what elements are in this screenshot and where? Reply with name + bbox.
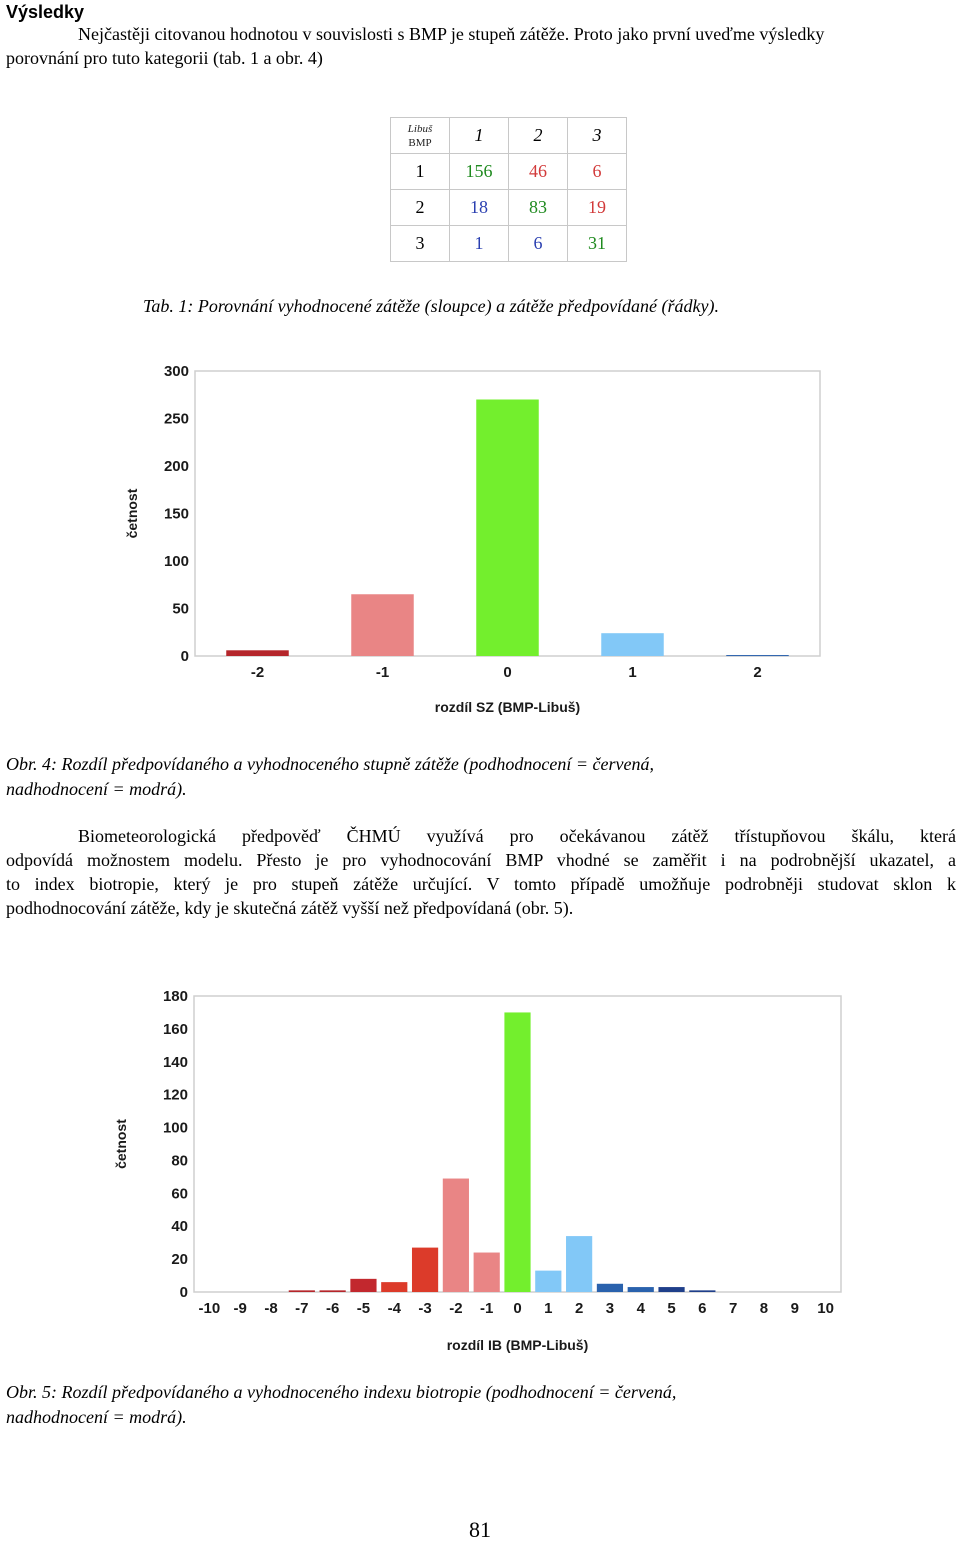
x-tick-label: 8: [759, 1300, 769, 1317]
y-tick-label: 180: [162, 988, 188, 1005]
x-tick-label: 4: [636, 1300, 645, 1317]
bar: [566, 1236, 592, 1292]
corner-top-label: Libuš: [407, 122, 433, 135]
body-line-4: podhodnocování zátěže, kdy je skutečná zátěž vyšší než předpovídaná (obr. 5).: [6, 898, 574, 918]
row-label: 1: [391, 154, 450, 190]
x-tick-label: -1: [375, 664, 390, 681]
x-tick-label: -8: [264, 1300, 278, 1317]
table-cell: 18: [450, 190, 509, 226]
y-tick-label: 140: [162, 1053, 188, 1071]
y-tick-label: 50: [172, 600, 189, 618]
x-axis-label: rozdíl SZ (BMP-Libuš): [434, 699, 581, 715]
y-tick-label: 0: [179, 1284, 188, 1301]
bar: [289, 1290, 315, 1292]
x-tick-label: -4: [387, 1300, 401, 1317]
table-cell: 31: [568, 226, 627, 262]
bar: [597, 1284, 623, 1292]
body-line-1: Biometeorologická předpověď ČHMÚ využívá pro očekávanou zátěž třístupňovou škálu, která: [78, 826, 956, 846]
table-row: [391, 190, 627, 226]
column-header: 3: [568, 118, 627, 154]
y-tick-label: 0: [180, 648, 189, 665]
y-tick-label: 160: [162, 1020, 188, 1038]
y-axis-label: četnost: [124, 488, 140, 539]
table-cell: 156: [450, 154, 509, 190]
chart-biotropy-difference: [100, 978, 860, 1363]
y-axis-label: četnost: [113, 1119, 129, 1169]
x-tick-label: 0: [513, 1300, 522, 1317]
x-tick-label: -1: [480, 1300, 494, 1317]
section-heading: Výsledky: [6, 2, 85, 22]
table-cell: 6: [509, 226, 568, 262]
x-tick-label: -6: [325, 1300, 340, 1317]
figure-4-caption: [6, 752, 654, 802]
y-tick-label: 100: [162, 1119, 188, 1137]
table-row: [391, 226, 627, 262]
x-axis-label: rozdíl IB (BMP-Libuš): [446, 1337, 589, 1353]
fig5-caption-line-1: Obr. 5: Rozdíl předpovídaného a vyhodnoceného indexu biotropie (podhodnocení = červená,: [6, 1382, 677, 1402]
bar: [443, 1179, 469, 1292]
y-tick-label: 20: [171, 1251, 188, 1269]
bar: [726, 655, 789, 656]
x-tick-label: -7: [295, 1300, 309, 1317]
x-tick-label: 1: [628, 664, 637, 681]
bar: [601, 633, 664, 656]
fig4-caption-line-2: nadhodnocení = modrá).: [6, 779, 187, 799]
table-cell: 83: [509, 190, 568, 226]
table-cell: 19: [568, 190, 627, 226]
chart-stress-difference: [100, 355, 840, 725]
table-cell: 6: [568, 154, 627, 190]
x-tick-label: 5: [667, 1300, 676, 1317]
x-tick-label: 6: [698, 1300, 707, 1317]
bar: [535, 1271, 561, 1292]
x-tick-label: 0: [503, 664, 512, 681]
bar: [412, 1248, 438, 1292]
table-caption: Tab. 1: Porovnání vyhodnocené zátěže (sloupce) a zátěže předpovídané (řádky).: [143, 296, 720, 316]
x-tick-label: -2: [250, 664, 265, 681]
y-tick-label: 250: [163, 410, 189, 428]
bar: [689, 1290, 715, 1292]
body-line-3: to index biotropie, který je pro stupeň zátěže určující. V tomto případě umožňuje podrobněji studovat sklon k: [6, 874, 956, 894]
x-tick-label: -3: [418, 1300, 432, 1317]
figure-5-caption: [6, 1380, 676, 1430]
bar: [476, 400, 539, 657]
x-tick-label: 2: [574, 1300, 584, 1317]
y-tick-label: 40: [171, 1218, 188, 1236]
x-tick-label: 7: [728, 1300, 738, 1317]
row-label: 3: [391, 226, 450, 262]
corner-bottom-label: BMP: [408, 136, 432, 149]
bar: [628, 1287, 654, 1292]
x-tick-label: -10: [198, 1300, 221, 1317]
intro-line-2: porovnání pro tuto kategorii (tab. 1 a obr. 4): [6, 48, 323, 68]
bar: [351, 594, 414, 656]
bar: [658, 1287, 684, 1292]
table-cell: 1: [450, 226, 509, 262]
intro-line-1: Nejčastěji citovanou hodnotou v souvislosti s BMP je stupeň zátěže. Proto jako první uveďme výsledky: [78, 24, 825, 44]
fig4-caption-line-1: Obr. 4: Rozdíl předpovídaného a vyhodnoceného stupně zátěže (podhodnocení = červená,: [6, 754, 654, 774]
comparison-table: [390, 117, 627, 262]
page-number: 81: [469, 1517, 491, 1542]
x-tick-label: 10: [817, 1300, 834, 1317]
y-tick-label: 200: [163, 458, 189, 475]
x-tick-label: -2: [449, 1300, 463, 1317]
bar: [320, 1290, 346, 1292]
y-tick-label: 300: [163, 363, 189, 380]
bar: [381, 1282, 407, 1292]
x-tick-label: 3: [605, 1300, 615, 1317]
x-tick-label: -9: [233, 1300, 247, 1317]
intro-paragraph: [6, 22, 956, 70]
row-label: 2: [391, 190, 450, 226]
table-header-row: [391, 118, 627, 154]
body-paragraph: [6, 824, 956, 920]
bar: [226, 650, 289, 656]
y-tick-label: 150: [163, 505, 189, 523]
x-tick-label: -5: [356, 1300, 371, 1317]
x-tick-label: 2: [753, 664, 762, 681]
x-tick-label: 1: [544, 1300, 553, 1317]
bar: [350, 1279, 376, 1292]
y-tick-label: 60: [171, 1185, 188, 1203]
x-tick-label: 9: [790, 1300, 799, 1317]
y-tick-label: 80: [171, 1152, 188, 1170]
body-line-2: odpovídá možnostem modelu. Přesto je pro vyhodnocování BMP vhodné se zaměřit i na podrobnější ukazatel, a: [6, 850, 956, 870]
fig5-caption-line-2: nadhodnocení = modrá).: [6, 1407, 187, 1427]
y-tick-label: 100: [163, 553, 189, 570]
bar: [474, 1253, 500, 1292]
table-cell: 46: [509, 154, 568, 190]
y-tick-label: 120: [162, 1086, 188, 1104]
column-header: 2: [509, 118, 568, 154]
column-header: 1: [450, 118, 509, 154]
bar: [504, 1012, 530, 1292]
table-corner: [391, 118, 450, 154]
table-row: [391, 154, 627, 190]
